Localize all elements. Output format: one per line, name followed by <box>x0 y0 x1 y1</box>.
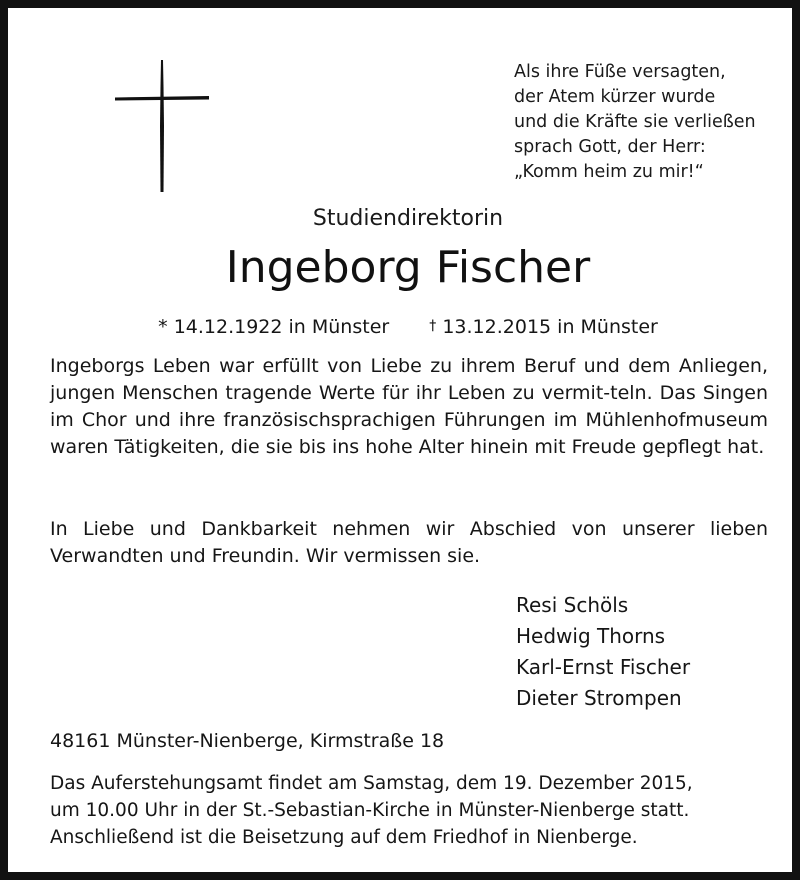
deceased-name: Ingeborg Fischer <box>225 242 591 293</box>
quote-line: und die Kräfte sie verließen <box>514 112 756 132</box>
service-line: um 10.00 Uhr in der St.-Sebastian-Kirche in Münster-Nienberge statt. <box>50 800 690 821</box>
signer-name: Resi Schöls <box>516 593 629 617</box>
cross-icon <box>112 56 212 196</box>
quote-verse <box>514 60 756 185</box>
quote-line: sprach Gott, der Herr: <box>514 137 706 157</box>
signer-name: Dieter Strompen <box>516 686 682 710</box>
signers-list <box>516 590 690 714</box>
quote-line: „Komm heim zu mir!“ <box>514 162 704 182</box>
service-line: Das Auferstehungsamt findet am Samstag, dem 19. Dezember 2015, <box>50 773 693 794</box>
service-info <box>50 770 770 851</box>
death-date: 13.12.2015 in Münster <box>442 316 658 338</box>
birth-date: 14.12.1922 in Münster <box>173 316 390 338</box>
signer-name: Hedwig Thorns <box>516 624 666 648</box>
quote-line: Als ihre Füße versagten, <box>514 62 726 82</box>
death-symbol: † <box>429 318 437 334</box>
tribute-paragraph: Ingeborgs Leben war erfüllt von Liebe zu ihrem Beruf und dem Anliegen, jungen Menschen tragende Werte für ihr Leben zu vermit-teln. Das Singen im Chor und ihre französischsprachigen Führungen im Mühlenhofmuseum waren Tätigkeiten, die sie bis ins hohe Alter hinein mit Freude gepflegt hat. <box>50 355 768 458</box>
quote-line: der Atem kürzer wurde <box>514 87 716 107</box>
farewell-paragraph: In Liebe und Dankbarkeit nehmen wir Abschied von unserer lieben Verwandten und Freundin. Wir vermissen sie. <box>50 518 768 567</box>
life-dates <box>8 316 800 338</box>
service-line: Anschließend ist die Beisetzung auf dem Friedhof in Nienberge. <box>50 827 638 848</box>
signer-name: Karl-Ernst Fischer <box>516 655 691 679</box>
deceased-title: Studiendirektorin <box>312 206 504 231</box>
address: 48161 Münster-Nienberge, Kirmstraße 18 <box>50 730 445 752</box>
born-symbol: * <box>158 316 168 338</box>
